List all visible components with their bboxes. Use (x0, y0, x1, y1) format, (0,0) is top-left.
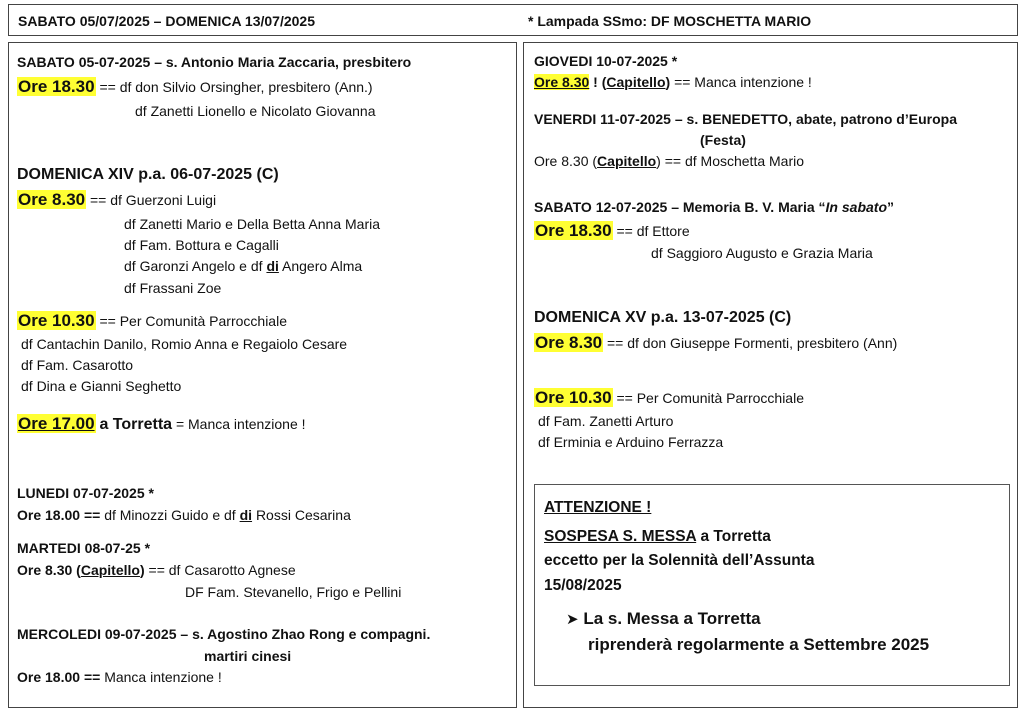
sun-mass3 (17, 415, 306, 434)
left-panel (8, 42, 517, 708)
sun-mass1-line1: == df Guerzoni Luigi (90, 192, 217, 208)
sun-mass3-time: Ore 17.00 (18, 414, 95, 433)
sat2-title-a: SABATO 12-07-2025 – Memoria B. V. Maria “ (534, 199, 826, 215)
sat-time: Ore 18.30 (18, 77, 95, 96)
wed-text: Manca intenzione ! (104, 669, 222, 685)
wed-mass (17, 668, 222, 686)
fri-mass: Ore 8.30 (Capitello) == df Moschetta Mario (534, 153, 805, 169)
notice-heading: ATTENZIONE ! (544, 499, 652, 516)
fri-time: Ore 8.30 (534, 153, 589, 169)
fri-title: VENERDI 11-07-2025 – s. BENEDETTO, abate, patrono d’Europa (534, 111, 957, 127)
tue-line2: DF Fam. Stevanello, Frigo e Pellini (185, 584, 402, 600)
notice-bullet1-text: La s. Messa a Torretta (583, 609, 761, 628)
sun-mass1-line3: df Fam. Bottura e Cagalli (124, 237, 279, 253)
sun-mass3-place: a Torretta (99, 416, 173, 433)
sun2-mass1 (534, 334, 897, 352)
sun-mass1-line4b: Angero Alma (282, 258, 363, 274)
header-period: SABATO 05/07/2025 – DOMENICA 13/07/2025 (18, 13, 316, 29)
sun2-mass2-time: Ore 10.30 (535, 388, 612, 407)
sun-title: DOMENICA XIV p.a. 06-07-2025 (C) (17, 166, 279, 183)
sun-mass1-time: Ore 8.30 (18, 190, 86, 209)
sun-mass1-line4 (124, 257, 362, 275)
sun-mass1-line4u: di (266, 258, 279, 274)
sun2-mass2-line3: df Erminia e Arduino Ferrazza (538, 434, 724, 450)
thu-time: Ore 8.30 (534, 74, 590, 90)
sun-mass2-line2: df Cantachin Danilo, Romio Anna e Regaiolo Cesare (21, 336, 348, 352)
wed-title2: martiri cinesi (204, 648, 292, 664)
sat-line2: df Zanetti Lionello e Nicolato Giovanna (135, 103, 376, 119)
sat-title: SABATO 05-07-2025 – s. Antonio Maria Zaccaria, presbitero (17, 54, 412, 70)
sat2-title-i: In sabato (825, 199, 888, 215)
thu-text: == Manca intenzione ! (674, 74, 812, 90)
sun-mass2-line1: == Per Comunità Parrocchiale (99, 313, 287, 329)
mon-time: Ore 18.00 == (17, 507, 101, 523)
notice-line1-u: SOSPESA S. MESSA (544, 528, 697, 545)
notice-line1-b: a Torretta (700, 528, 771, 545)
sun-mass1-line4a: df Garonzi Angelo e df (124, 258, 263, 274)
notice-line1 (544, 525, 771, 549)
sun-mass3-note: = Manca intenzione ! (175, 416, 306, 432)
arrow-bullet-icon: ➤ (566, 611, 579, 628)
header-lampada: * Lampada SSmo: DF MOSCHETTA MARIO (528, 13, 812, 29)
wed-time: Ore 18.00 == (17, 669, 101, 685)
sat2-mass (534, 222, 690, 240)
wed-title: MERCOLEDI 09-07-2025 – s. Agostino Zhao Rong e compagni. (17, 626, 431, 642)
thu-title: GIOVEDI 10-07-2025 * (534, 53, 678, 69)
mon-mass (17, 506, 351, 524)
tue-title: MARTEDI 08-07-25 * (17, 540, 151, 556)
mon-textu: di (239, 507, 253, 523)
sun2-mass1-time: Ore 8.30 (535, 333, 603, 352)
notice-line2: eccetto per la Solennità dell’Assunta (544, 552, 815, 569)
notice-bullet1 (566, 608, 761, 631)
sat-line1: == df don Silvio Orsingher, presbitero (Ann.) (99, 79, 373, 95)
thu-mass: Ore 8.30 ! (Capitello) == Manca intenzione ! (534, 74, 812, 90)
notice-bullet2: riprenderà regolarmente a Settembre 2025 (588, 635, 930, 654)
sun-mass2-time: Ore 10.30 (18, 311, 95, 330)
sat2-title-b: ” (887, 199, 895, 215)
sun-mass1-line5: df Frassani Zoe (124, 280, 222, 296)
sun2-mass2-line1: == Per Comunità Parrocchiale (616, 390, 804, 406)
sat2-line2: df Saggioro Augusto e Grazia Maria (651, 245, 873, 261)
notice-line3: 15/08/2025 (544, 577, 622, 594)
mon-title: LUNEDI 07-07-2025 * (17, 485, 154, 501)
sun2-mass2-line2: df Fam. Zanetti Arturo (538, 413, 674, 429)
sat2-line1: == df Ettore (616, 223, 690, 239)
sun-mass2 (17, 312, 287, 330)
sun-mass2-line4: df Dina e Gianni Seghetto (21, 378, 182, 394)
fri-title2: (Festa) (700, 132, 746, 148)
sat-mass (17, 78, 373, 96)
fri-place: Capitello (597, 153, 657, 169)
fri-text: == df Moschetta Mario (664, 153, 805, 169)
mon-texta: df Minozzi Guido e df (104, 507, 236, 523)
sun-mass1-line2: df Zanetti Mario e Della Betta Anna Maria (124, 216, 381, 232)
sun-mass1 (17, 191, 216, 209)
tue-time: Ore 8.30 (17, 562, 73, 578)
sun2-title: DOMENICA XV p.a. 13-07-2025 (C) (534, 309, 792, 326)
sun2-mass1-line1: == df don Giuseppe Formenti, presbitero (Ann) (607, 335, 898, 351)
sun2-mass2 (534, 389, 804, 407)
sat2-time: Ore 18.30 (535, 221, 612, 240)
sat2-title (534, 198, 894, 216)
thu-place: Capitello (606, 74, 666, 90)
mon-textb: Rossi Cesarina (255, 507, 351, 523)
tue-mass: Ore 8.30 (Capitello) == df Casarotto Agnese (17, 562, 296, 578)
tue-line1: == df Casarotto Agnese (148, 562, 296, 578)
sun-mass2-line3: df Fam. Casarotto (21, 357, 134, 373)
tue-place: Capitello (80, 562, 140, 578)
